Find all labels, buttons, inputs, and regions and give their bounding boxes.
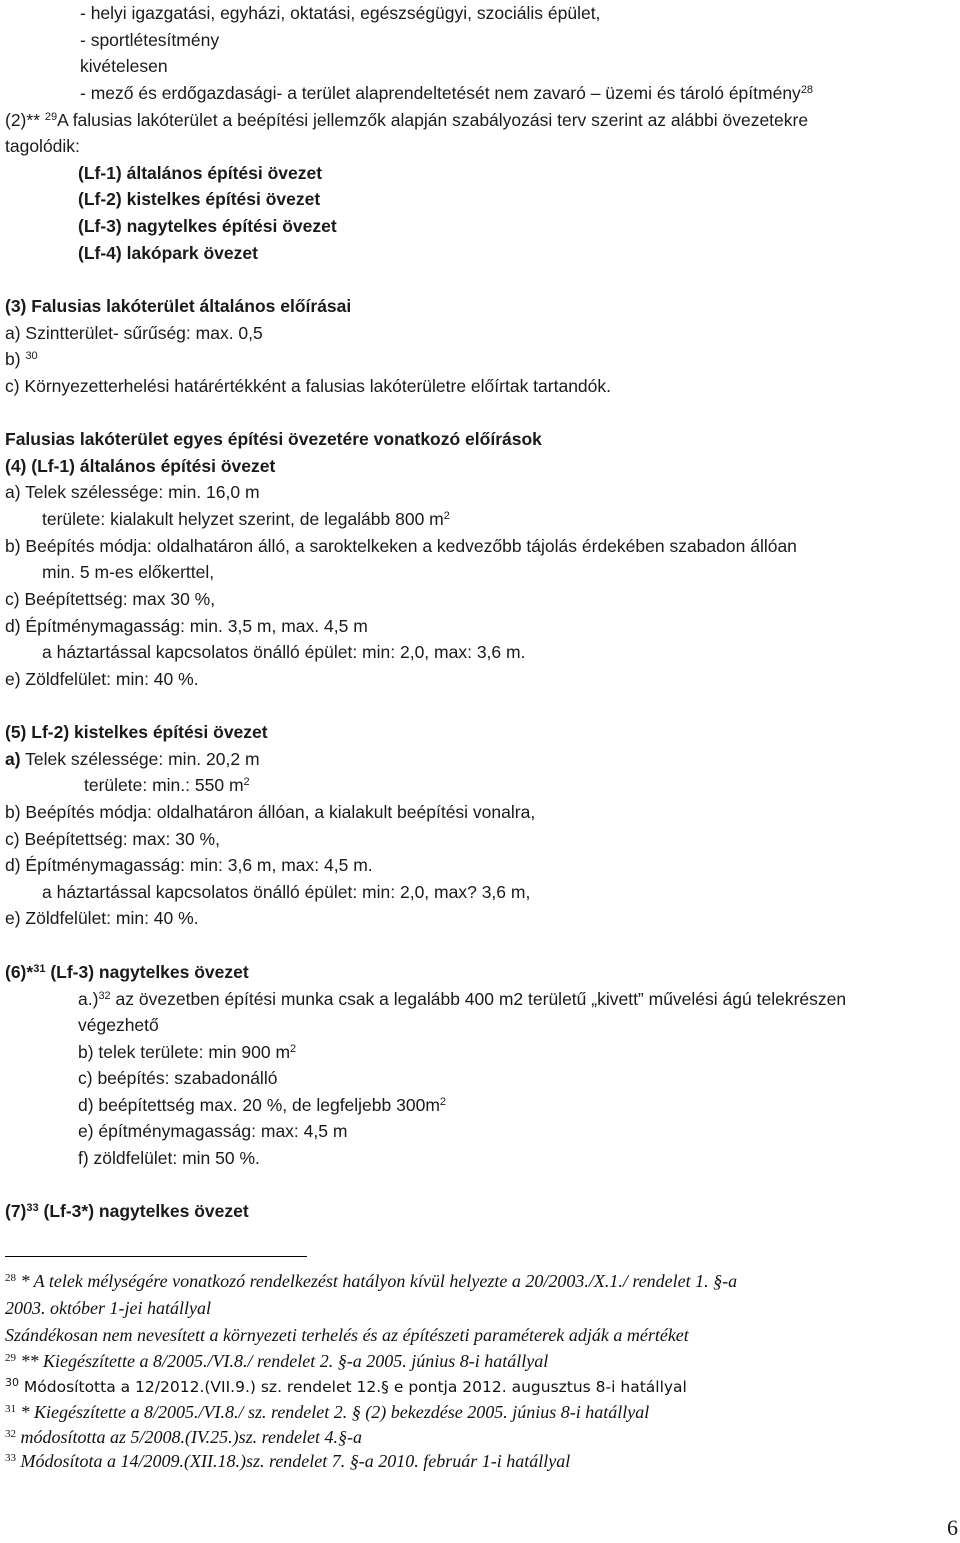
text-line bbox=[78, 1092, 446, 1119]
line-text: (6)* bbox=[5, 962, 34, 982]
footnote-ref: 33 bbox=[26, 1202, 39, 1214]
line-text: a háztartással kapcsolatos önálló épület: min: 2,0, max: 3,6 m. bbox=[42, 642, 526, 662]
line-text: területe: kialakult helyzet szerint, de legalább 800 m bbox=[42, 509, 444, 529]
line-text: e) építménymagasság: max: 4,5 m bbox=[78, 1121, 348, 1141]
footnote-ref: 32 bbox=[98, 990, 111, 1002]
line-text: területe: min.: 550 m bbox=[84, 775, 244, 795]
line-text: e) Zöldfelület: min: 40 %. bbox=[5, 669, 199, 689]
text-line bbox=[42, 559, 214, 586]
footnote-text: 2003. október 1-jei hatállyal bbox=[5, 1298, 211, 1318]
line-text: c) Beépítettség: max 30 %, bbox=[5, 589, 216, 609]
line-text: (3) Falusias lakóterület általános előírásai bbox=[5, 296, 352, 316]
text-line bbox=[78, 1039, 296, 1066]
footnote-number: 29 bbox=[5, 1352, 16, 1364]
footnote-text: * Kiegészítette a 8/2005./VI.8./ sz. rendelet 2. § (2) bekezdése 2005. június 8-i hatállyal bbox=[16, 1402, 650, 1422]
line-text-continuation: az övezetben építési munka csak a legalább 400 m2 területű „kivett” művelési ágú telekrészen bbox=[110, 989, 847, 1009]
text-line bbox=[5, 107, 808, 134]
text-line bbox=[5, 799, 535, 826]
footnote-text: Szándékosan nem nevesített a környezeti terhelés és az építészeti paraméterek adják a mértéket bbox=[5, 1325, 689, 1345]
line-text-continuation: (Lf-3*) nagytelkes övezet bbox=[38, 1201, 249, 1221]
text-line bbox=[5, 479, 260, 506]
footnote-number: 31 bbox=[5, 1403, 16, 1415]
line-text: b) Beépítés módja: oldalhatáron álló, a saroktelkeken a kedvezőbb tájolás érdekében szabadon állóan bbox=[5, 536, 797, 556]
line-text: b) telek területe: min 900 m bbox=[78, 1042, 291, 1062]
page-number: 6 bbox=[947, 1515, 958, 1540]
footnote-number: 33 bbox=[5, 1452, 16, 1464]
footnote-ref: 30 bbox=[25, 350, 38, 362]
text-line bbox=[5, 746, 260, 773]
line-text: a) bbox=[5, 749, 21, 769]
footnote-separator bbox=[5, 1256, 307, 1257]
text-line bbox=[5, 959, 249, 986]
footnote-text: ** Kiegészítette a 8/2005./VI.8./ rendelet 2. §-a 2005. június 8-i hatállyal bbox=[16, 1351, 549, 1371]
text-line bbox=[5, 373, 611, 400]
text-line bbox=[5, 826, 220, 853]
footnote bbox=[5, 1376, 687, 1398]
line-text: - helyi igazgatási, egyházi, oktatási, egészségügyi, szociális épület, bbox=[80, 3, 601, 23]
text-line bbox=[42, 639, 525, 666]
footnote-text: módosította az 5/2008.(IV.25.)sz. rendelet 4.§-a bbox=[16, 1427, 362, 1447]
text-line bbox=[42, 506, 450, 533]
footnote bbox=[5, 1426, 362, 1448]
footnote-number: 28 bbox=[5, 1272, 16, 1284]
text-line bbox=[80, 80, 813, 107]
line-text: f) zöldfelület: min 50 %. bbox=[78, 1148, 260, 1168]
footnote bbox=[5, 1324, 689, 1346]
line-text: (5) Lf-2) kistelkes építési övezet bbox=[5, 722, 268, 742]
footnote-text: Módosítota a 14/2009.(XII.18.)sz. rendelet 7. §-a 2010. február 1-i hatállyal bbox=[16, 1451, 571, 1471]
text-line bbox=[5, 586, 215, 613]
line-text: (4) (Lf-1) általános építési övezet bbox=[5, 456, 276, 476]
footnote bbox=[5, 1401, 649, 1423]
text-line bbox=[78, 1145, 260, 1172]
line-text: kivételesen bbox=[80, 56, 168, 76]
line-text: a.) bbox=[78, 989, 99, 1009]
footnote-ref: 2 bbox=[243, 776, 250, 788]
line-text: végezhető bbox=[78, 1015, 159, 1035]
footnote-ref: 2 bbox=[290, 1043, 297, 1055]
line-text: d) Építménymagasság: min. 3,5 m, max. 4,5 m bbox=[5, 616, 368, 636]
footnote-ref: 28 bbox=[800, 84, 814, 96]
text-line bbox=[78, 986, 846, 1013]
text-line bbox=[5, 453, 275, 480]
text-line bbox=[5, 719, 268, 746]
line-text-continuation: Telek szélessége: min. 20,2 m bbox=[20, 749, 260, 769]
line-text: d) beépítettség max. 20 %, de legfeljebb 300m bbox=[78, 1095, 440, 1115]
footnote bbox=[5, 1350, 548, 1372]
line-text: b) bbox=[5, 349, 26, 369]
line-text: c) beépítés: szabadonálló bbox=[78, 1068, 278, 1088]
text-line bbox=[80, 53, 168, 80]
footnote bbox=[5, 1450, 570, 1472]
text-line bbox=[78, 1118, 347, 1145]
line-text: b) Beépítés módja: oldalhatáron állóan, a kialakult beépítési vonalra, bbox=[5, 802, 536, 822]
text-line bbox=[84, 772, 250, 799]
line-text: (2)** bbox=[5, 110, 45, 130]
footnote-ref: 2 bbox=[439, 1096, 447, 1108]
line-text: a) Szintterület- sűrűség: max. 0,5 bbox=[5, 323, 263, 343]
text-line bbox=[78, 1065, 277, 1092]
text-line bbox=[5, 133, 80, 160]
line-text: (Lf-1) általános építési övezet bbox=[78, 163, 323, 183]
line-text: (Lf-2) kistelkes építési övezet bbox=[78, 189, 321, 209]
line-text: e) Zöldfelület: min: 40 %. bbox=[5, 908, 199, 928]
line-text: a háztartással kapcsolatos önálló épület: min: 2,0, max? 3,6 m, bbox=[42, 882, 531, 902]
footnote-text: Módosította a 12/2012.(VII.9.) sz. rendelet 12.§ e pontja 2012. augusztus 8-i hatállyal bbox=[19, 1378, 687, 1396]
text-line bbox=[78, 213, 337, 240]
text-line bbox=[5, 905, 199, 932]
line-text: (Lf-4) lakópark övezet bbox=[78, 243, 258, 263]
text-line bbox=[5, 1198, 249, 1225]
text-line bbox=[5, 666, 199, 693]
line-text: (7) bbox=[5, 1201, 27, 1221]
text-line bbox=[5, 533, 797, 560]
footnote-ref: 29 bbox=[44, 111, 58, 123]
footnote-number: 32 bbox=[5, 1428, 16, 1440]
footnote-ref: 2 bbox=[443, 510, 450, 522]
text-line bbox=[78, 1012, 159, 1039]
footnote bbox=[5, 1297, 211, 1319]
text-line bbox=[80, 27, 219, 54]
line-text: min. 5 m-es előkerttel, bbox=[42, 562, 215, 582]
line-text: c) Beépítettség: max: 30 %, bbox=[5, 829, 220, 849]
line-text: Falusias lakóterület egyes építési övezetére vonatkozó előírások bbox=[5, 429, 542, 449]
text-line bbox=[5, 320, 263, 347]
text-line bbox=[5, 346, 38, 373]
text-line bbox=[42, 879, 530, 906]
line-text: c) Környezetterhelési határértékként a falusias lakóterületre előírtak tartandók. bbox=[5, 376, 612, 396]
text-line bbox=[78, 160, 322, 187]
footnote-text: * A telek mélységére vonatkozó rendelkezést hatályon kívül helyezte a 20/2003./X.1./ rendelet 1. §-a bbox=[16, 1271, 738, 1291]
line-text: d) Építménymagasság: min: 3,6 m, max: 4,5 m. bbox=[5, 855, 373, 875]
line-text-continuation: (Lf-3) nagytelkes övezet bbox=[45, 962, 249, 982]
text-line bbox=[80, 0, 600, 27]
line-text: tagolódik: bbox=[5, 136, 80, 156]
line-text: a) Telek szélessége: min. 16,0 m bbox=[5, 482, 260, 502]
text-line bbox=[5, 293, 351, 320]
text-line bbox=[5, 613, 368, 640]
line-text: (Lf-3) nagytelkes építési övezet bbox=[78, 216, 337, 236]
line-text-continuation: A falusias lakóterület a beépítési jellemzők alapján szabályozási terv szerint az alábbi övezetekre bbox=[57, 110, 809, 130]
line-text: - sportlétesítmény bbox=[80, 30, 220, 50]
footnote-number: 30 bbox=[5, 1376, 19, 1389]
text-line bbox=[5, 426, 542, 453]
text-line bbox=[5, 852, 373, 879]
line-text: - mező és erdőgazdasági- a terület alaprendeltetését nem zavaró – üzemi és tároló építmény bbox=[80, 83, 801, 103]
text-line bbox=[78, 186, 320, 213]
footnote bbox=[5, 1270, 737, 1292]
text-line bbox=[78, 240, 258, 267]
footnote-ref: 31 bbox=[33, 963, 46, 975]
